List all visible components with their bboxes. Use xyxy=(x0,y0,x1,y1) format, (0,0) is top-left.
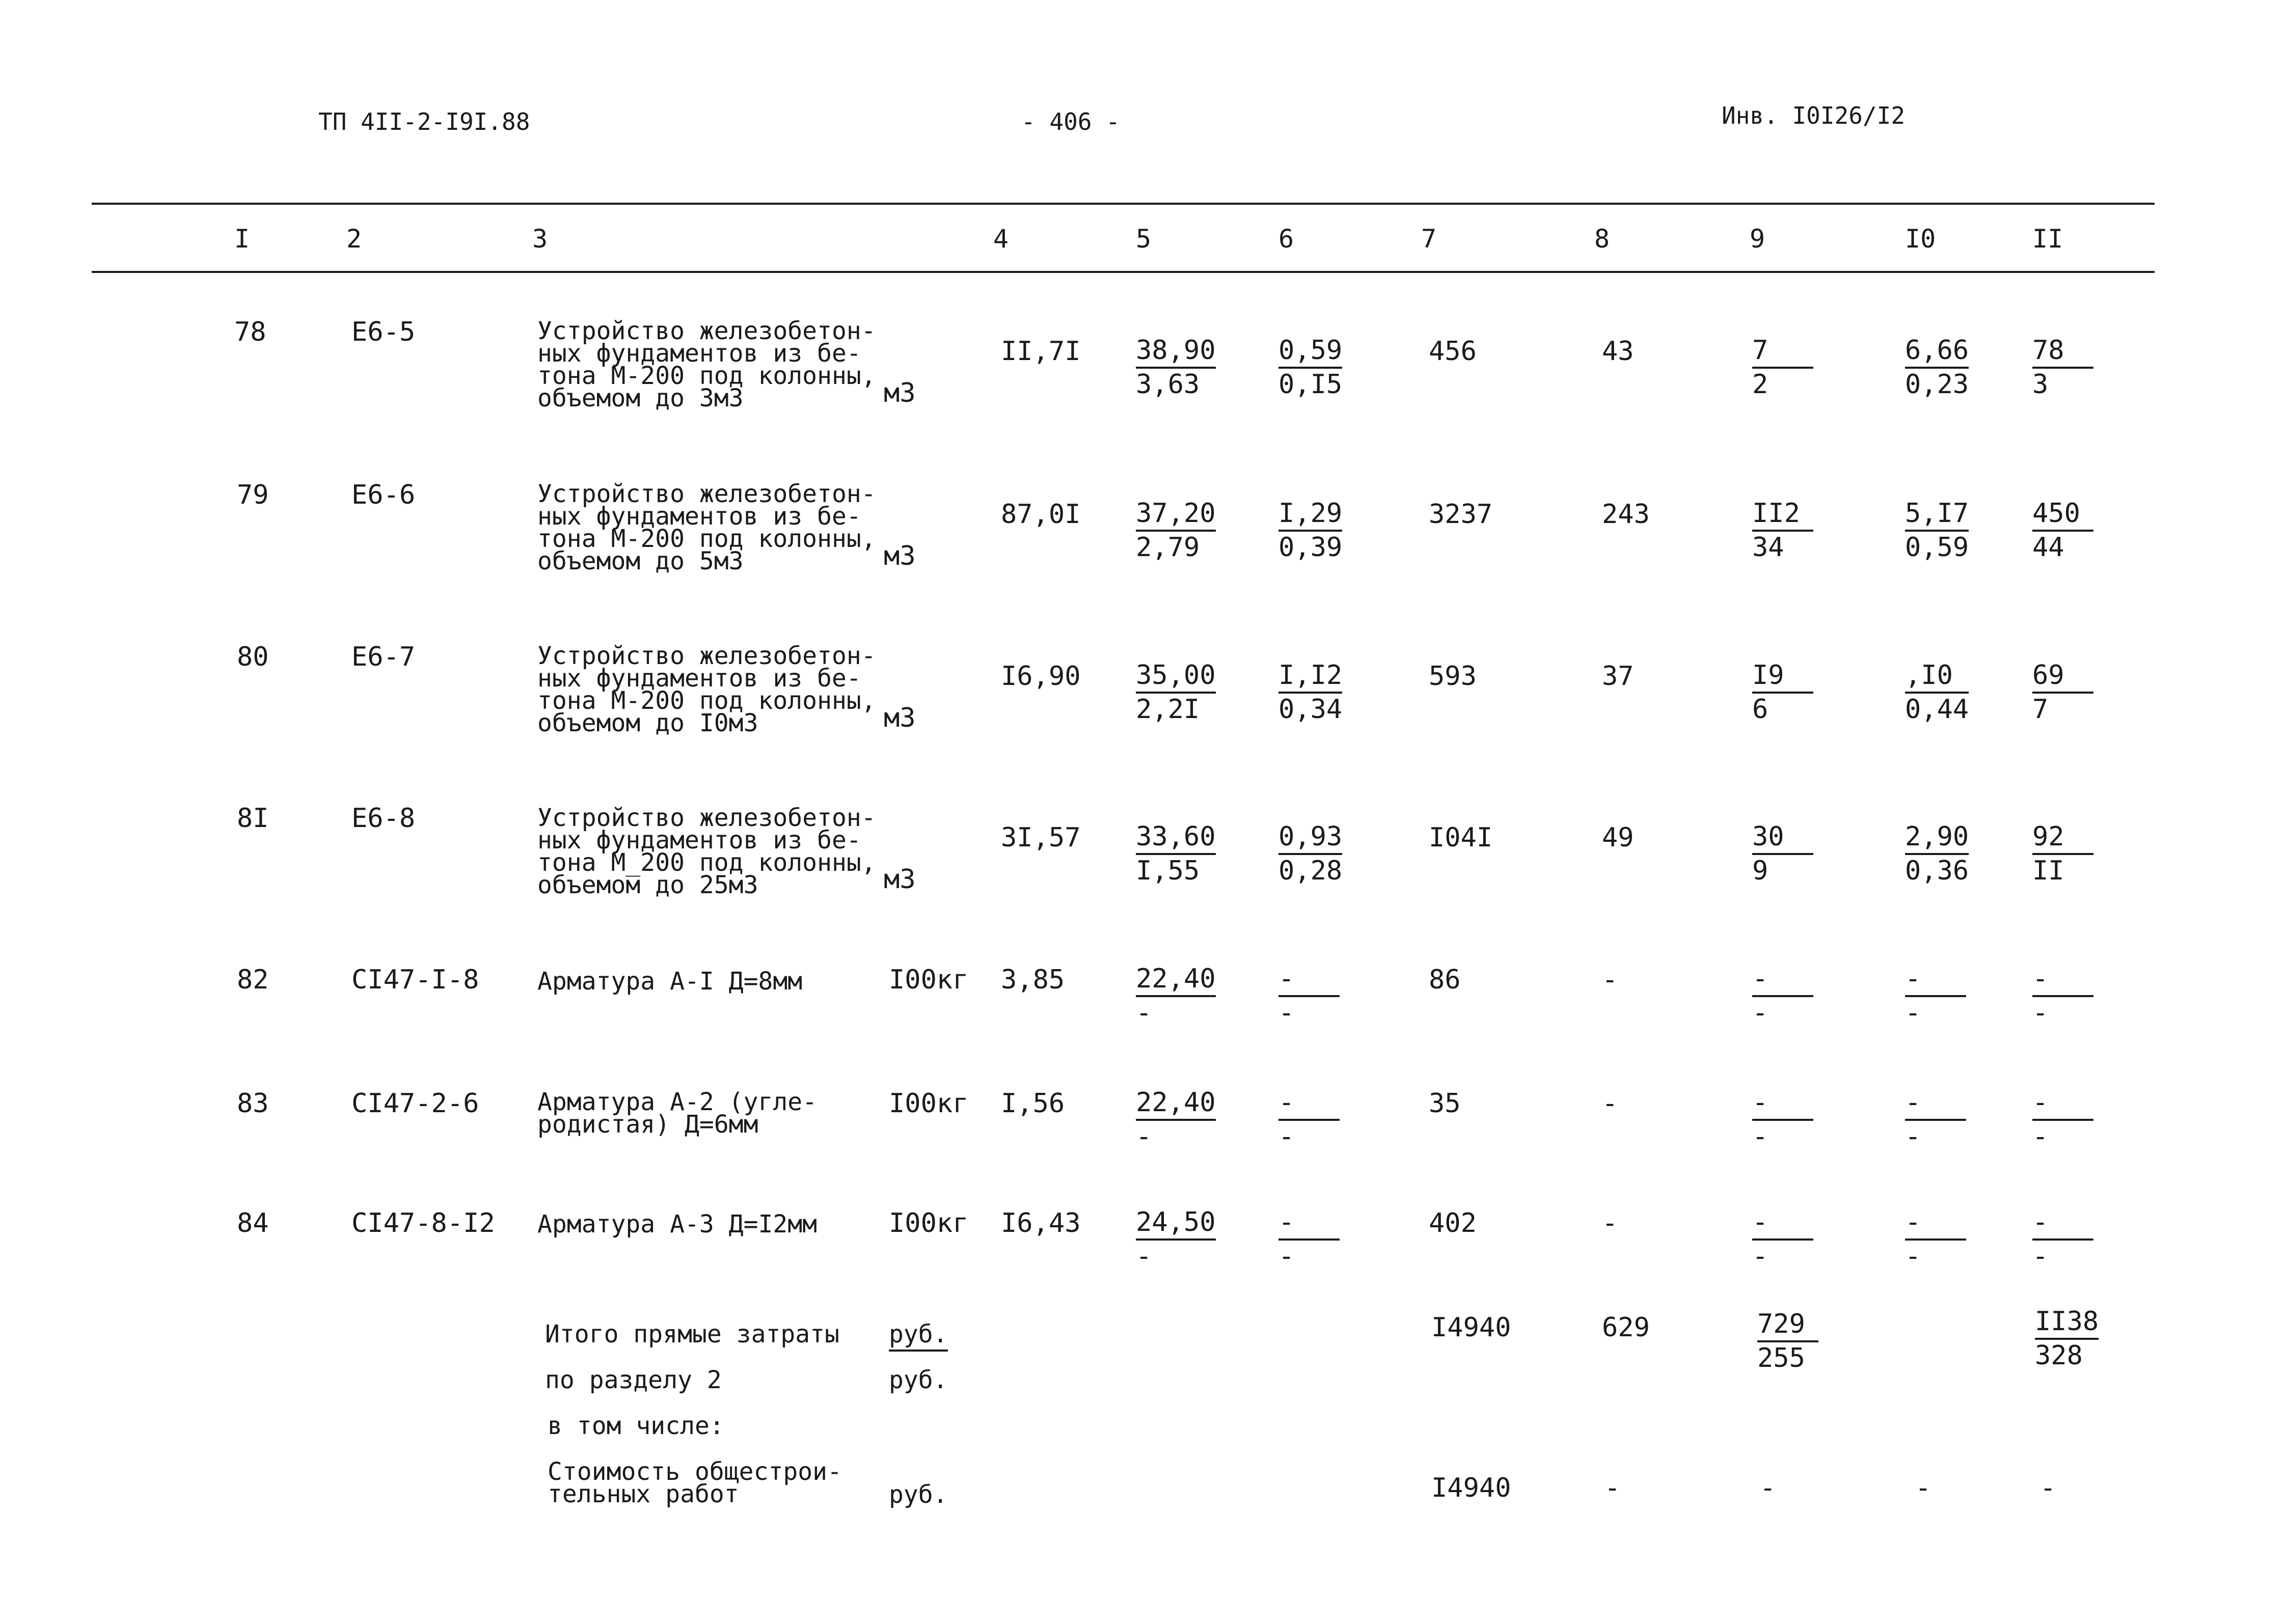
row-col10-num: 2,90 xyxy=(1905,821,1969,855)
row-col5-den: 2,2I xyxy=(1136,694,1200,725)
row-quantity: I6,43 xyxy=(1001,1208,1081,1238)
row-description: Устройство железобетон- ных фундаментов из бе- тона М_200 под колонны, объемом до 25м3 xyxy=(537,804,876,899)
row-col10-num: - xyxy=(1905,964,1966,997)
row-col6 xyxy=(1278,660,1342,725)
column-header-8: 8 xyxy=(1594,224,1610,254)
row-col5-num: 35,00 xyxy=(1136,660,1216,694)
row-unit: I00кг xyxy=(889,965,969,995)
row-col5 xyxy=(1136,1087,1216,1152)
row-unit: м3 xyxy=(884,703,916,733)
row-col5 xyxy=(1136,660,1216,725)
row-col9-num: 7 xyxy=(1752,335,1813,369)
row-col8: 37 xyxy=(1602,661,1634,692)
row-col11-den: - xyxy=(2032,1241,2049,1272)
row-quantity: I,56 xyxy=(1001,1088,1065,1119)
row-col5-den: - xyxy=(1136,1121,1152,1152)
row-col7: 402 xyxy=(1429,1208,1477,1238)
row-col9 xyxy=(1752,335,1813,400)
row-col10-den: 0,23 xyxy=(1905,369,1969,400)
row-col11-num: 450 xyxy=(2032,498,2093,532)
row-col9 xyxy=(1752,1207,1813,1272)
general-works-col7: I4940 xyxy=(1431,1473,1511,1503)
row-col11 xyxy=(2032,1207,2093,1272)
row-col7: I04I xyxy=(1429,822,1493,853)
row-col6 xyxy=(1278,1087,1340,1152)
totals-unit-2: руб. xyxy=(889,1366,948,1394)
column-header-6: 6 xyxy=(1278,224,1294,254)
row-col5-den: 3,63 xyxy=(1136,369,1200,400)
row-col11-num: - xyxy=(2032,1087,2093,1121)
row-col9-num: 30 xyxy=(1752,821,1813,855)
row-col10-den: - xyxy=(1905,998,1921,1028)
row-col9-den: - xyxy=(1752,1121,1768,1152)
row-col10 xyxy=(1905,660,1969,725)
column-header-1: I xyxy=(234,224,250,254)
row-col6-den: - xyxy=(1278,1241,1295,1272)
row-col10-num: 5,I7 xyxy=(1905,498,1969,532)
row-number: 82 xyxy=(237,965,269,995)
row-col9 xyxy=(1752,660,1813,725)
row-col7: 593 xyxy=(1429,661,1477,692)
totals-col8: 629 xyxy=(1602,1312,1650,1343)
row-col11-num: - xyxy=(2032,1207,2093,1241)
row-col8: 49 xyxy=(1602,822,1634,853)
row-col5-den: - xyxy=(1136,998,1152,1028)
row-col6-num: 0,93 xyxy=(1278,821,1342,855)
row-col7: 456 xyxy=(1429,336,1477,367)
row-col6-den: 0,34 xyxy=(1278,694,1343,725)
row-col8: 43 xyxy=(1602,336,1634,367)
row-col5-den: I,55 xyxy=(1136,856,1200,886)
row-description: Устройство железобетон- ных фундаментов из бе- тона М-200 под колонны, объемом до 3м3 xyxy=(537,317,876,412)
row-col10 xyxy=(1905,335,1969,400)
row-col9-den: 2 xyxy=(1752,369,1768,400)
totals-col11-num: II38 xyxy=(2035,1306,2099,1340)
general-works-col9: - xyxy=(1760,1473,1776,1503)
row-unit: м3 xyxy=(884,378,916,408)
row-col10-num: - xyxy=(1905,1207,1966,1241)
totals-col9-num: 729 xyxy=(1757,1309,1818,1342)
row-code: Е6-5 xyxy=(351,317,416,347)
row-col5-den: 2,79 xyxy=(1136,532,1200,563)
row-col9-den: - xyxy=(1752,1241,1768,1272)
row-col10 xyxy=(1905,1087,1966,1152)
row-col10-den: 0,44 xyxy=(1905,694,1969,725)
row-col9-den: - xyxy=(1752,998,1768,1028)
row-col5 xyxy=(1136,964,1216,1029)
row-code: Е6-8 xyxy=(351,803,416,834)
row-quantity: I6,90 xyxy=(1001,661,1081,692)
row-col10 xyxy=(1905,498,1969,563)
row-col11 xyxy=(2032,498,2093,563)
row-col8: - xyxy=(1602,965,1618,995)
page-number: - 406 - xyxy=(1021,108,1120,135)
row-quantity: 3,85 xyxy=(1001,965,1065,995)
row-number: 84 xyxy=(237,1208,269,1238)
row-col5 xyxy=(1136,335,1216,400)
row-col6-num: I,29 xyxy=(1278,498,1342,532)
row-col6-num: - xyxy=(1278,1207,1340,1241)
row-col10-den: - xyxy=(1905,1121,1921,1152)
row-quantity: 3I,57 xyxy=(1001,822,1081,853)
row-number: 79 xyxy=(237,480,269,510)
row-col11-num: 69 xyxy=(2032,660,2093,694)
row-col10-num: ,I0 xyxy=(1905,660,1969,694)
row-col9-den: 34 xyxy=(1752,532,1784,563)
row-col7: 35 xyxy=(1429,1088,1461,1119)
row-col6 xyxy=(1278,1207,1340,1272)
row-col6-den: - xyxy=(1278,998,1295,1028)
row-col6-num: I,I2 xyxy=(1278,660,1342,694)
totals-unit-1: руб. xyxy=(889,1319,948,1352)
row-col9 xyxy=(1752,498,1813,563)
column-header-3: 3 xyxy=(532,224,548,254)
row-col11 xyxy=(2032,964,2093,1029)
row-col6 xyxy=(1278,498,1342,563)
row-description: Устройство железобетон- ных фундаментов из бе- тона М-200 под колонны, объемом до I0м3 xyxy=(537,642,876,737)
row-col9-num: II2 xyxy=(1752,498,1813,532)
table-header-rule xyxy=(92,271,2155,273)
totals-col11 xyxy=(2035,1306,2099,1371)
row-col9-den: 6 xyxy=(1752,694,1768,725)
general-works-col8: - xyxy=(1604,1473,1621,1503)
row-col10-num: - xyxy=(1905,1087,1966,1121)
row-col6 xyxy=(1278,821,1342,887)
column-header-10: I0 xyxy=(1905,224,1936,254)
row-col7: 3237 xyxy=(1429,499,1493,530)
row-col5 xyxy=(1136,821,1216,887)
row-quantity: 87,0I xyxy=(1001,499,1081,530)
row-col5-num: 22,40 xyxy=(1136,1087,1216,1121)
totals-col9 xyxy=(1757,1309,1818,1374)
row-col11 xyxy=(2032,335,2093,400)
row-col10 xyxy=(1905,821,1969,887)
row-col11-den: 7 xyxy=(2032,694,2049,725)
row-number: 80 xyxy=(237,642,269,672)
general-works-label: Стоимость общестрои- тельных работ xyxy=(548,1457,842,1508)
row-col6 xyxy=(1278,964,1340,1029)
row-col11 xyxy=(2032,821,2093,887)
row-code: СI47-I-8 xyxy=(351,965,479,995)
row-code: Е6-7 xyxy=(351,642,416,672)
general-works-col11: - xyxy=(2040,1473,2056,1503)
row-col10-den: 0,36 xyxy=(1905,856,1969,886)
row-col11-num: - xyxy=(2032,964,2093,997)
row-col11-den: 3 xyxy=(2032,369,2049,400)
row-col6-num: 0,59 xyxy=(1278,335,1342,369)
row-code: СI47-8-I2 xyxy=(351,1208,495,1238)
row-col6-num: - xyxy=(1278,1087,1340,1121)
row-col5-num: 38,90 xyxy=(1136,335,1216,369)
row-col6-den: - xyxy=(1278,1121,1295,1152)
general-works-col10: - xyxy=(1915,1473,1931,1503)
totals-col9-den: 255 xyxy=(1757,1343,1805,1373)
row-unit: I00кг xyxy=(889,1088,969,1119)
row-col9-num: I9 xyxy=(1752,660,1813,694)
row-unit: м3 xyxy=(884,864,916,895)
row-col9-num: - xyxy=(1752,1207,1813,1241)
row-col10-den: 0,59 xyxy=(1905,532,1969,563)
row-description: Устройство железобетон- ных фундаментов из бе- тона М-200 под колонны, объемом до 5м3 xyxy=(537,480,876,575)
row-col10-num: 6,66 xyxy=(1905,335,1969,369)
column-header-5: 5 xyxy=(1136,224,1152,254)
row-col11-den: - xyxy=(2032,998,2049,1028)
document-code: ТП 4II-2-I9I.88 xyxy=(318,108,530,135)
row-description: Арматура А-3 Д=I2мм xyxy=(537,1210,818,1238)
row-number: 8I xyxy=(237,803,269,834)
row-col6-den: 0,28 xyxy=(1278,856,1343,886)
row-col9 xyxy=(1752,1087,1813,1152)
row-col6-num: - xyxy=(1278,964,1340,997)
row-col6-den: 0,I5 xyxy=(1278,369,1343,400)
column-header-4: 4 xyxy=(993,224,1009,254)
row-col10-den: - xyxy=(1905,1241,1921,1272)
totals-col7: I4940 xyxy=(1431,1312,1511,1343)
row-col5-num: 33,60 xyxy=(1136,821,1216,855)
row-quantity: II,7I xyxy=(1001,336,1081,367)
row-col10 xyxy=(1905,1207,1966,1272)
totals-label-2: по разделу 2 xyxy=(545,1366,722,1394)
row-description: Арматура А-I Д=8мм xyxy=(537,967,803,996)
row-col11-den: - xyxy=(2032,1121,2049,1152)
inventory-number: Инв. I0I26/I2 xyxy=(1722,102,1906,129)
totals-col11-den: 328 xyxy=(2035,1340,2083,1371)
row-col11-num: 78 xyxy=(2032,335,2093,369)
table-top-rule xyxy=(92,203,2155,205)
row-description: Арматура А-2 (угле- родистая) Д=6мм xyxy=(537,1088,818,1139)
row-col9-num: - xyxy=(1752,1087,1813,1121)
column-header-11: II xyxy=(2032,224,2063,254)
row-col9-num: - xyxy=(1752,964,1813,997)
row-col6-den: 0,39 xyxy=(1278,532,1343,563)
row-col9 xyxy=(1752,821,1813,887)
totals-including: в том числе: xyxy=(548,1412,724,1440)
row-col11-den: 44 xyxy=(2032,532,2064,563)
row-col5-num: 22,40 xyxy=(1136,964,1216,997)
row-col11 xyxy=(2032,660,2093,725)
row-col11-den: II xyxy=(2032,856,2064,886)
general-works-unit: руб. xyxy=(889,1480,948,1509)
row-col8: - xyxy=(1602,1208,1618,1238)
row-col5 xyxy=(1136,498,1216,563)
row-col8: 243 xyxy=(1602,499,1650,530)
row-col7: 86 xyxy=(1429,965,1461,995)
row-number: 78 xyxy=(234,317,266,347)
row-col11 xyxy=(2032,1087,2093,1152)
row-col9-den: 9 xyxy=(1752,856,1768,886)
row-unit: I00кг xyxy=(889,1208,969,1238)
row-col11-num: 92 xyxy=(2032,821,2093,855)
row-code: Е6-6 xyxy=(351,480,416,510)
row-unit: м3 xyxy=(884,541,916,571)
row-col6 xyxy=(1278,335,1342,400)
column-header-7: 7 xyxy=(1421,224,1437,254)
row-col9 xyxy=(1752,964,1813,1029)
column-header-9: 9 xyxy=(1750,224,1765,254)
row-col10 xyxy=(1905,964,1966,1029)
row-col5-den: - xyxy=(1136,1241,1152,1272)
totals-label-1: Итого прямые затраты xyxy=(545,1320,839,1348)
row-col8: - xyxy=(1602,1088,1618,1119)
row-col5 xyxy=(1136,1207,1216,1272)
row-code: СI47-2-6 xyxy=(351,1088,479,1119)
column-header-2: 2 xyxy=(346,224,362,254)
row-number: 83 xyxy=(237,1088,269,1119)
row-col5-num: 24,50 xyxy=(1136,1207,1216,1241)
row-col5-num: 37,20 xyxy=(1136,498,1216,532)
